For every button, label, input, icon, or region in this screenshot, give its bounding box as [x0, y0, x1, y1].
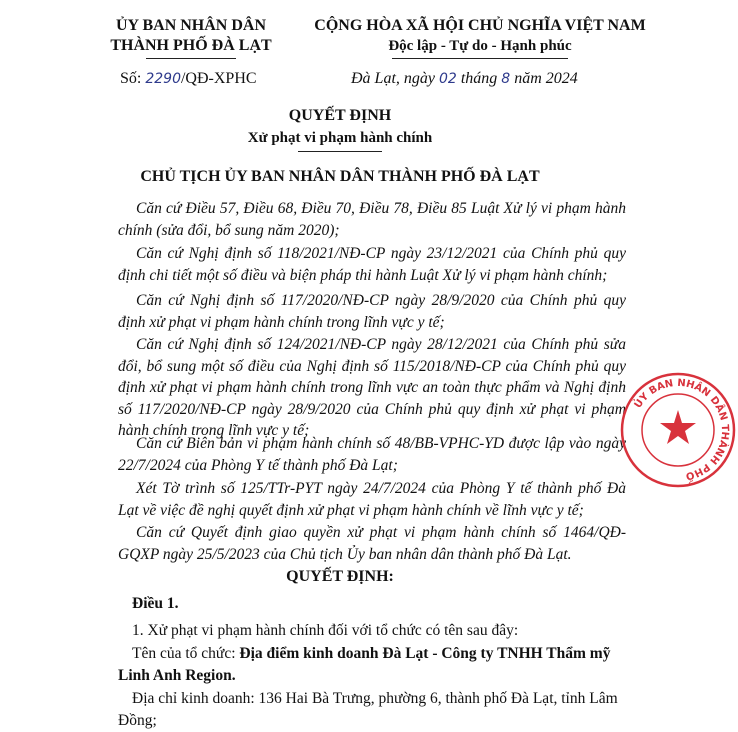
- article-1-clause-1: 1. Xử phạt vi phạm hành chính đối với tổ chức có tên sau đây:: [132, 622, 519, 639]
- number-prefix: Số:: [120, 70, 142, 87]
- legal-basis: Xét Tờ trình số 125/TTr-PYT ngày 24/7/2024 của Phòng Y tế thành phố Đà Lạt về việc đề nghị quyết định xử phạt vi phạm hành chính về lĩnh vực y tế;: [118, 480, 626, 519]
- national-header: [302, 16, 658, 59]
- business-address: Địa chỉ kinh doanh: 136 Hai Bà Trưng, phường 6, thành phố Đà Lạt, tỉnh Lâm Đồng;: [118, 690, 618, 729]
- subtitle-underline: [298, 151, 382, 152]
- document-subtitle: [0, 130, 680, 152]
- legal-basis: Căn cứ Nghị định số 124/2021/NĐ-CP ngày 28/12/2021 của Chính phủ sửa đổi, bổ sung một số điều của Nghị định số 115/2018/NĐ-CP của Chính phủ quy định xử phạt vi phạm hành chính trong lĩnh vực an toàn thực phẩm và Nghị định số 117/2020/NĐ-CP ngày 28/9/2020 của Chính phủ quy định xử phạt vi phạm hành chính trong lĩnh vực y tế;: [118, 336, 626, 439]
- issuing-authority: [96, 16, 286, 59]
- authority-line-1: ỦY BAN NHÂN DÂN: [115, 17, 267, 34]
- national-motto: Độc lập - Tự do - Hạnh phúc: [388, 38, 572, 54]
- handwritten-number: 2290: [145, 71, 181, 87]
- document-date: [351, 70, 578, 88]
- org-label: Tên của tổ chức:: [132, 645, 236, 662]
- legal-basis: Căn cứ Điều 57, Điều 68, Điều 70, Điều 78, Điều 85 Luật Xử lý vi phạm hành chính (sửa đổi, bổ sung năm 2020);: [118, 200, 626, 239]
- handwritten-day: 02: [439, 71, 457, 87]
- document-number: [120, 70, 257, 88]
- authority-line-2: THÀNH PHỐ ĐÀ LẠT: [110, 37, 272, 54]
- legal-basis: Căn cứ Quyết định giao quyền xử phạt vi phạm hành chính số 1464/QĐ-GQXP ngày 25/5/2023 của Chủ tịch Ủy ban nhân dân thành phố Đà Lạt.: [118, 524, 626, 563]
- official-seal-stamp: [618, 370, 738, 490]
- authority-heading: CHỦ TỊCH ỦY BAN NHÂN DÂN THÀNH PHỐ ĐÀ LẠT: [140, 168, 540, 185]
- article-1-heading: Điều 1.: [132, 595, 179, 612]
- legal-basis: Căn cứ Nghị định số 118/2021/NĐ-CP ngày 23/12/2021 của Chính phủ quy định chi tiết một số điều và biện pháp thi hành Luật Xử lý vi phạm hành chính;: [118, 245, 626, 284]
- month-label: tháng: [460, 70, 498, 87]
- year-label: năm 2024: [514, 70, 578, 87]
- document-title: QUYẾT ĐỊNH: [288, 107, 392, 124]
- motto-underline: [392, 58, 568, 59]
- organization-line: [118, 643, 638, 687]
- seal-text: ỦY BAN NHÂN DÂN THÀNH PHỐ: [632, 377, 731, 482]
- legal-basis: Căn cứ Biên bản vi phạm hành chính số 48/BB-VPHC-YD được lập vào ngày 22/7/2024 của Phòng Y tế thành phố Đà Lạt;: [118, 435, 626, 474]
- decision-heading: QUYẾT ĐỊNH:: [286, 568, 394, 585]
- authority-underline: [146, 58, 236, 59]
- legal-basis: Căn cứ Nghị định số 117/2020/NĐ-CP ngày 28/9/2020 của Chính phủ quy định xử phạt vi phạm hành chính trong lĩnh vực y tế;: [118, 292, 626, 331]
- number-suffix: /QĐ-XPHC: [180, 70, 257, 87]
- org-name: Địa điểm kinh doanh Đà Lạt - Công ty TNHH Thẩm mỹ Linh Anh Region.: [118, 645, 611, 684]
- handwritten-month: 8: [501, 71, 511, 87]
- date-place: Đà Lạt, ngày: [351, 70, 435, 87]
- subtitle-text: Xử phạt vi phạm hành chính: [247, 130, 433, 146]
- seal-star-icon: [660, 410, 696, 444]
- national-title: CỘNG HÒA XÃ HỘI CHỦ NGHĨA VIỆT NAM: [314, 17, 646, 34]
